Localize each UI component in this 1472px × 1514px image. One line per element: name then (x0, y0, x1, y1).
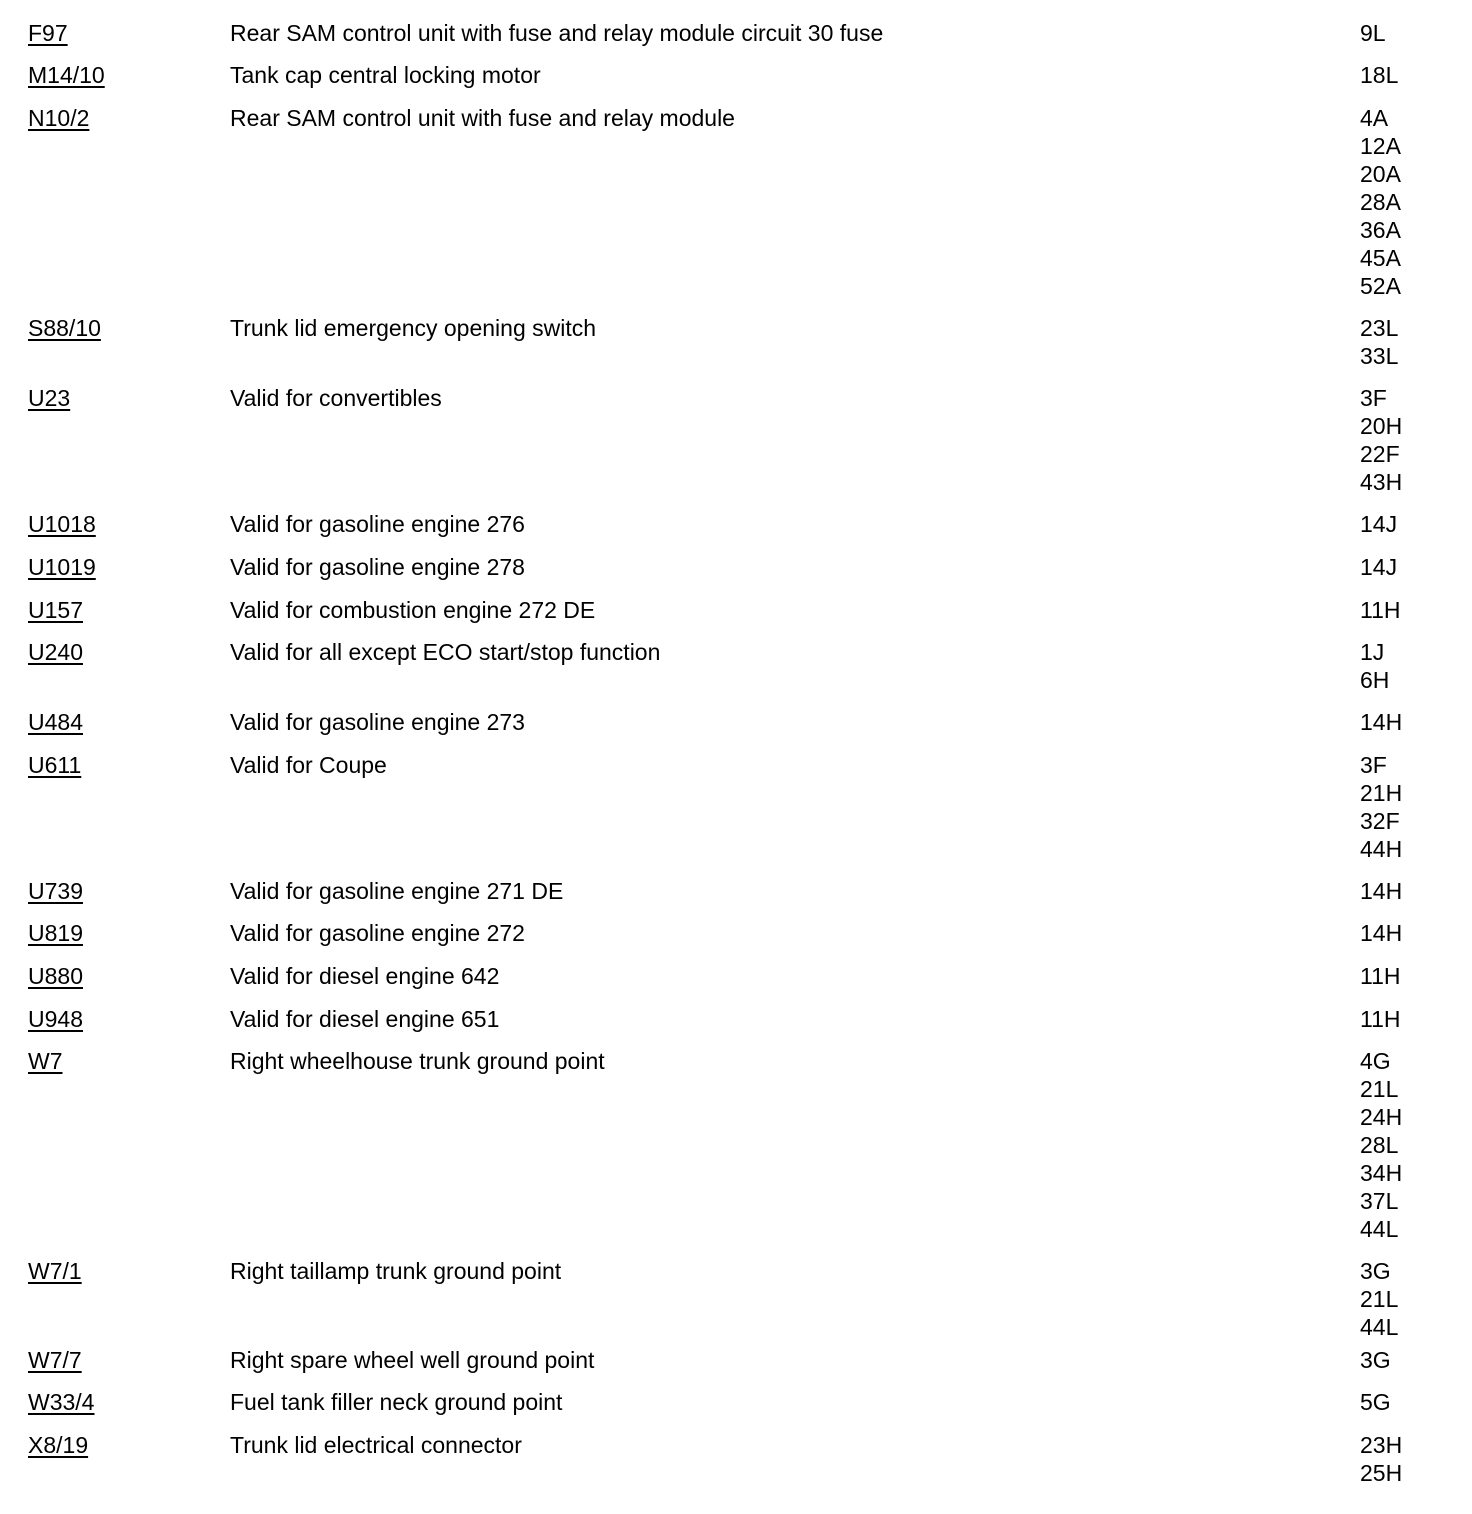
grid-references (1360, 1346, 1391, 1374)
component-code-link[interactable]: U948 (28, 1006, 83, 1032)
component-code-link[interactable]: U157 (28, 597, 83, 623)
grid-reference: 21H (1360, 780, 1403, 806)
component-description: Valid for all except ECO start/stop function (230, 639, 661, 665)
grid-references (1360, 877, 1402, 905)
component-code-link[interactable]: W7/7 (28, 1347, 82, 1373)
component-code-link[interactable]: S88/10 (28, 315, 101, 341)
grid-reference: 14H (1360, 878, 1403, 904)
grid-reference: 21L (1360, 1286, 1399, 1312)
grid-reference: 32F (1360, 808, 1400, 834)
grid-reference: 14H (1360, 709, 1403, 735)
component-code-link[interactable]: F97 (28, 20, 68, 46)
component-code-link[interactable]: U880 (28, 963, 83, 989)
grid-references (1360, 1047, 1402, 1243)
component-code-link[interactable]: U240 (28, 639, 83, 665)
grid-reference: 45A (1360, 245, 1401, 271)
grid-references (1360, 510, 1397, 538)
grid-reference: 36A (1360, 217, 1401, 243)
grid-reference: 4A (1360, 105, 1389, 131)
grid-reference: 5G (1360, 1389, 1391, 1415)
component-description: Valid for combustion engine 272 DE (230, 597, 596, 623)
grid-references (1360, 104, 1401, 300)
component-description: Rear SAM control unit with fuse and relay module (230, 105, 735, 131)
grid-reference: 1J (1360, 639, 1385, 665)
grid-reference: 3G (1360, 1347, 1391, 1373)
grid-reference: 14J (1360, 554, 1398, 580)
component-code-link[interactable]: U611 (28, 752, 82, 778)
grid-reference: 6H (1360, 667, 1390, 693)
grid-reference: 20H (1360, 413, 1403, 439)
grid-reference: 4G (1360, 1048, 1391, 1074)
component-description: Right taillamp trunk ground point (230, 1258, 562, 1284)
grid-references (1360, 638, 1389, 694)
grid-reference: 11H (1360, 1006, 1401, 1032)
grid-references (1360, 962, 1401, 990)
component-code-link[interactable]: W7 (28, 1048, 63, 1074)
component-description: Valid for diesel engine 642 (230, 963, 500, 989)
component-description: Trunk lid emergency opening switch (230, 315, 597, 341)
grid-reference: 14J (1360, 511, 1398, 537)
component-description: Rear SAM control unit with fuse and relay module circuit 30 fuse (230, 20, 884, 46)
grid-reference: 11H (1360, 963, 1401, 989)
component-code-link[interactable]: U1019 (28, 554, 96, 580)
grid-references (1360, 61, 1398, 89)
grid-reference: 52A (1360, 273, 1401, 299)
grid-references (1360, 708, 1402, 736)
component-code-link[interactable]: W7/1 (28, 1258, 82, 1284)
grid-references (1360, 751, 1402, 863)
grid-reference: 23H (1360, 1432, 1403, 1458)
grid-reference: 20A (1360, 161, 1401, 187)
component-description: Right spare wheel well ground point (230, 1347, 595, 1373)
component-description: Valid for Coupe (230, 752, 387, 778)
grid-references (1360, 553, 1397, 581)
grid-reference: 44L (1360, 1314, 1399, 1340)
component-description: Fuel tank filler neck ground point (230, 1389, 563, 1415)
grid-reference: 18L (1360, 62, 1399, 88)
grid-reference: 25H (1360, 1460, 1403, 1486)
component-description: Valid for gasoline engine 276 (230, 511, 525, 537)
grid-reference: 22F (1360, 441, 1400, 467)
grid-reference: 33L (1360, 343, 1399, 369)
grid-reference: 28A (1360, 189, 1401, 215)
grid-reference: 43H (1360, 469, 1403, 495)
component-code-link[interactable]: U739 (28, 878, 83, 904)
grid-reference: 3G (1360, 1258, 1391, 1284)
component-code-link[interactable]: M14/10 (28, 62, 105, 88)
component-description: Valid for gasoline engine 271 DE (230, 878, 564, 904)
component-description: Tank cap central locking motor (230, 62, 541, 88)
grid-references (1360, 1257, 1398, 1341)
component-description: Valid for gasoline engine 272 (230, 920, 525, 946)
component-description: Right wheelhouse trunk ground point (230, 1048, 605, 1074)
component-code-link[interactable]: U484 (28, 709, 83, 735)
grid-reference: 9L (1360, 20, 1386, 46)
grid-reference: 44H (1360, 836, 1403, 862)
grid-reference: 14H (1360, 920, 1403, 946)
grid-references (1360, 1388, 1391, 1416)
grid-references (1360, 1005, 1401, 1033)
grid-references (1360, 314, 1398, 370)
component-code-link[interactable]: U23 (28, 385, 71, 411)
grid-reference: 11H (1360, 597, 1401, 623)
component-code-link[interactable]: W33/4 (28, 1389, 95, 1415)
grid-references (1360, 919, 1402, 947)
component-code-link[interactable]: U819 (28, 920, 83, 946)
grid-reference: 24H (1360, 1104, 1403, 1130)
component-description: Valid for gasoline engine 278 (230, 554, 525, 580)
grid-reference: 34H (1360, 1160, 1403, 1186)
component-description: Valid for diesel engine 651 (230, 1006, 500, 1032)
grid-references (1360, 384, 1402, 496)
component-description: Valid for convertibles (230, 385, 442, 411)
component-description: Valid for gasoline engine 273 (230, 709, 525, 735)
grid-reference: 3F (1360, 752, 1387, 778)
grid-references (1360, 1431, 1402, 1487)
grid-reference: 3F (1360, 385, 1387, 411)
grid-reference: 12A (1360, 133, 1401, 159)
grid-reference: 44L (1360, 1216, 1399, 1242)
component-description: Trunk lid electrical connector (230, 1432, 522, 1458)
component-code-link[interactable]: X8/19 (28, 1432, 89, 1458)
component-code-link[interactable]: U1018 (28, 511, 96, 537)
component-code-link[interactable]: N10/2 (28, 105, 90, 131)
grid-reference: 23L (1360, 315, 1399, 341)
grid-references (1360, 19, 1386, 47)
grid-reference: 37L (1360, 1188, 1399, 1214)
grid-reference: 21L (1360, 1076, 1399, 1102)
grid-references (1360, 596, 1401, 624)
grid-reference: 28L (1360, 1132, 1399, 1158)
